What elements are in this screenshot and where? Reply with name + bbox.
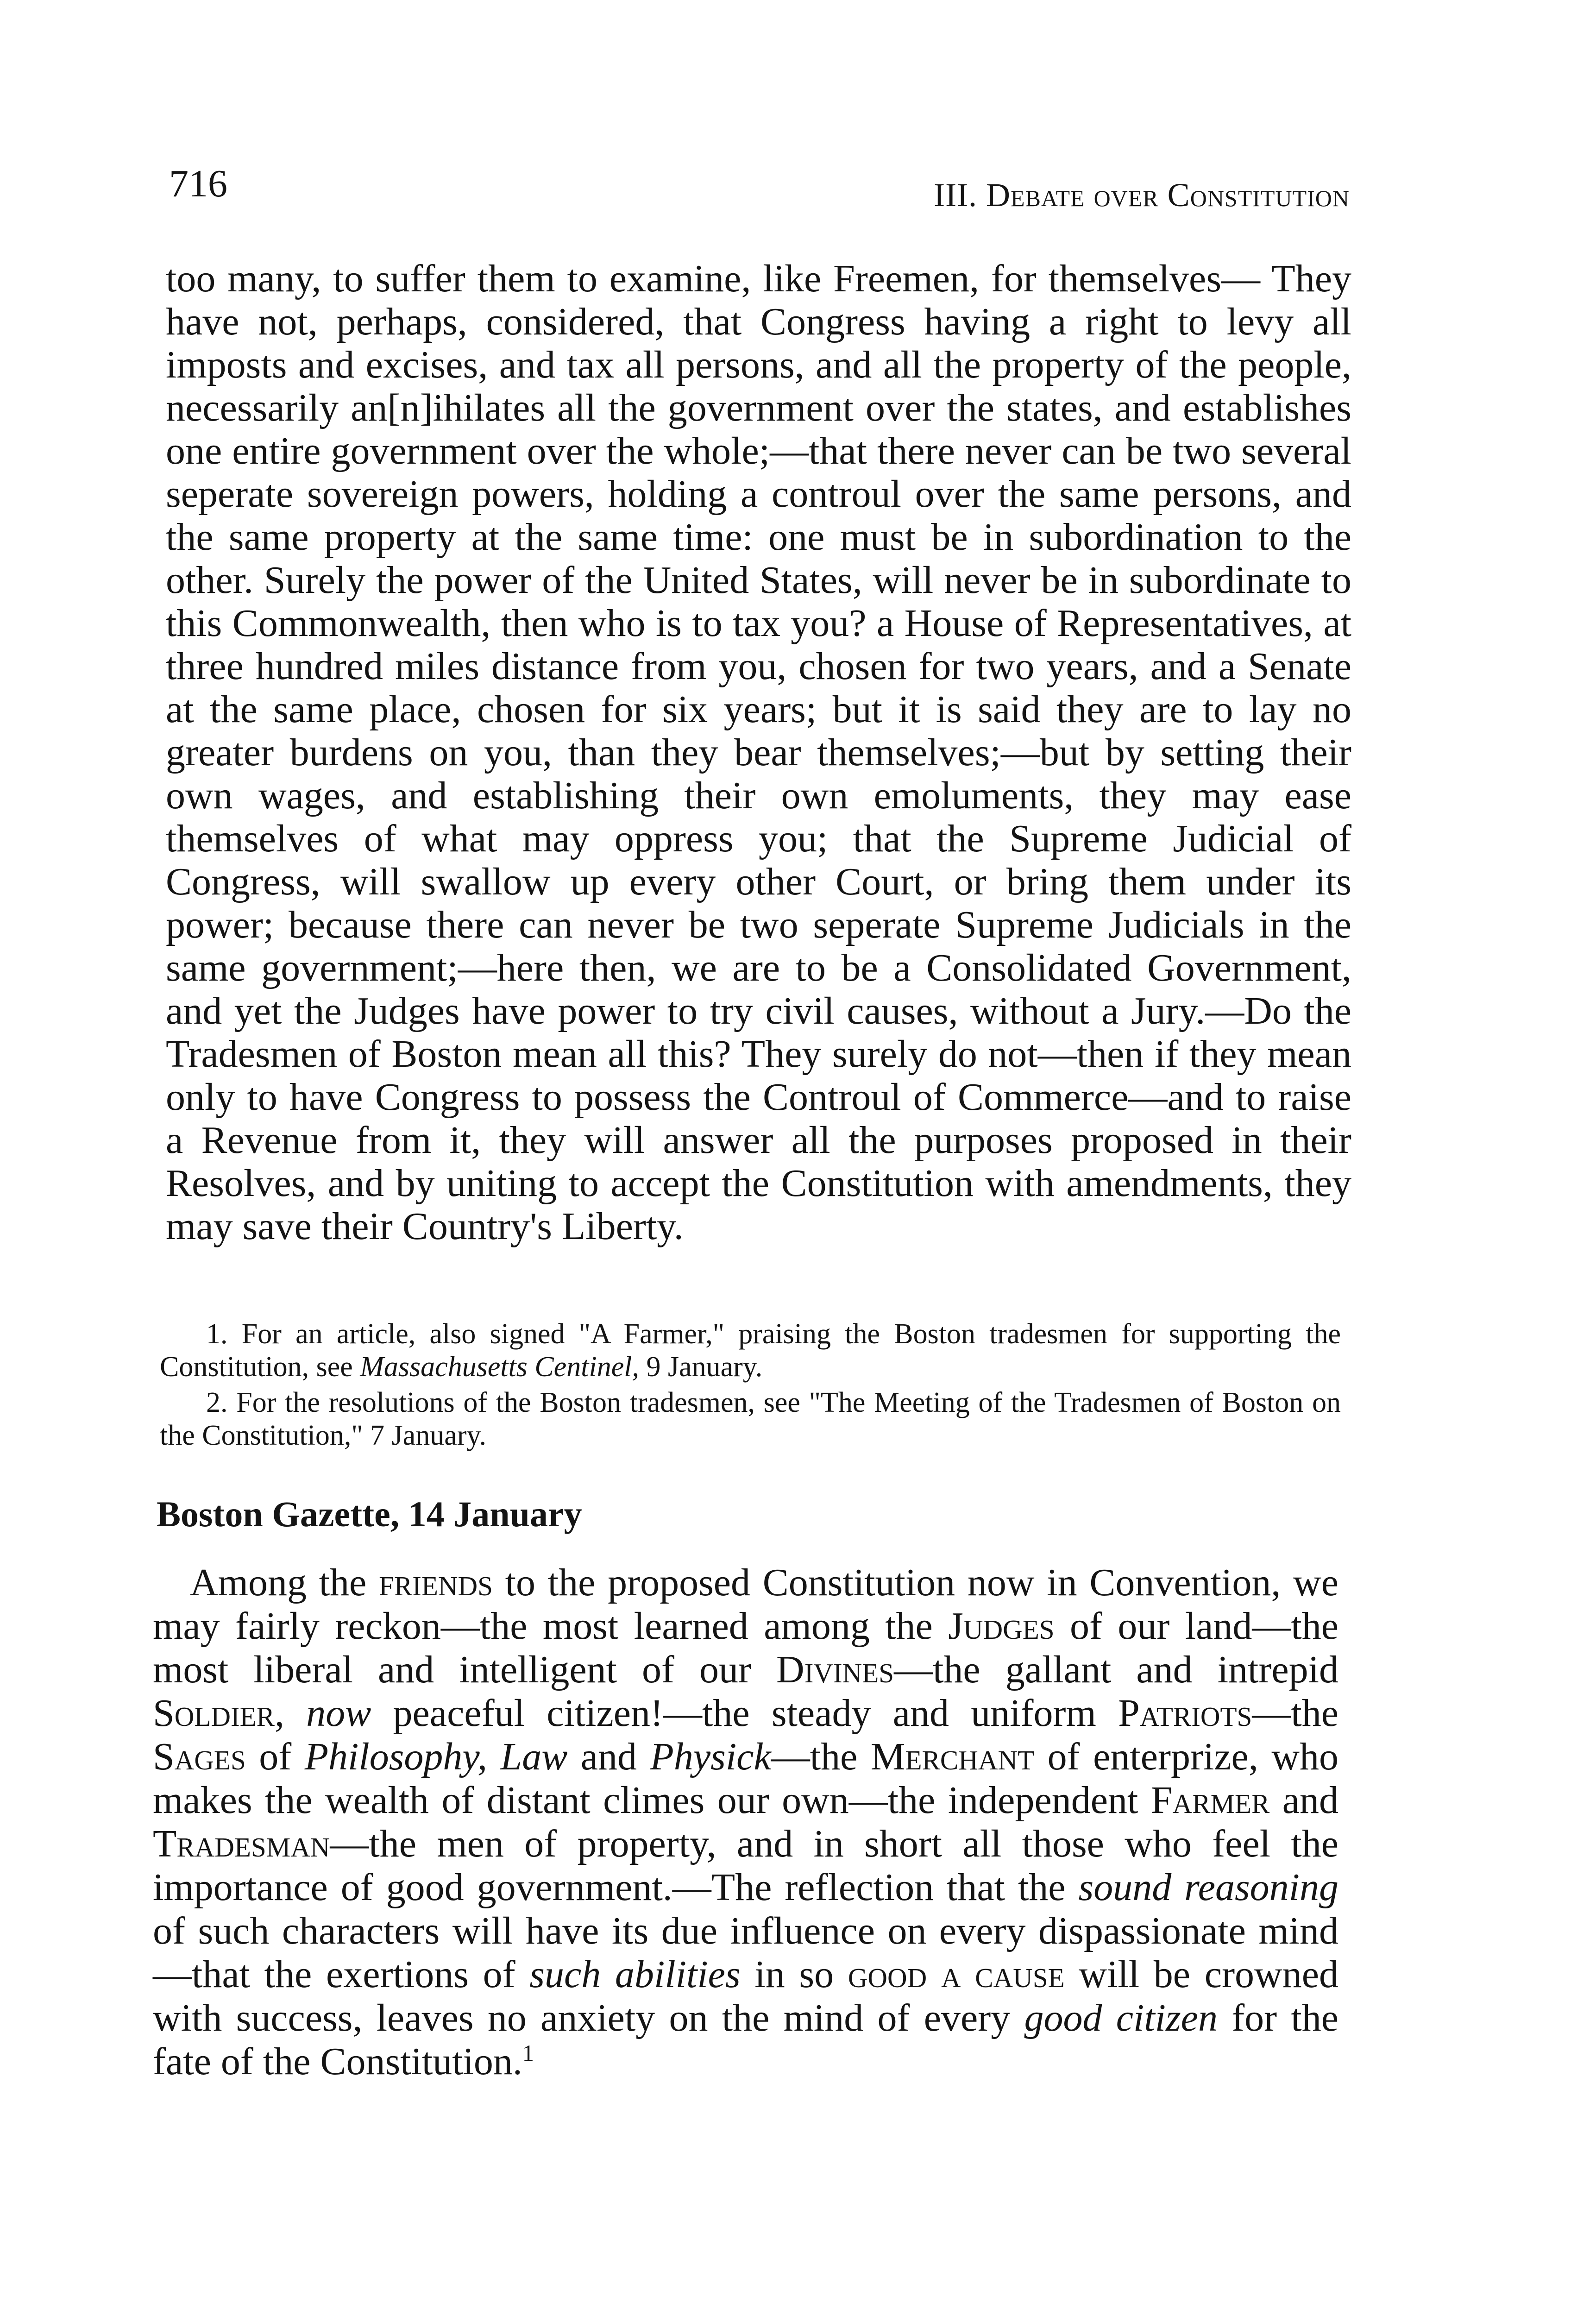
article-emphasis: Sages <box>153 1735 246 1778</box>
article-italic: Physick <box>650 1735 771 1778</box>
article-emphasis: Patriots <box>1118 1692 1252 1735</box>
footnote-1-date: 9 January. <box>639 1351 763 1383</box>
running-head: III. Debate over Constitution <box>934 176 1350 214</box>
article-emphasis: Merchant <box>870 1735 1035 1778</box>
article-text: of <box>245 1735 305 1778</box>
article-text: and <box>567 1735 650 1778</box>
article-text: of such characters will have its due influence on every dispassionate mind—that the exertions of <box>153 1909 1338 1996</box>
footnote-1-text: 1. For an article, also signed "A Farmer," praising the Boston tradesmen for supporting the Constitution, see <box>160 1318 1341 1383</box>
section-heading: Boston Gazette, 14 January <box>157 1494 582 1534</box>
article-text: —the gallant and intrepid <box>894 1648 1338 1691</box>
main-paragraph: too many, to suffer them to examine, like Freemen, for themselves— They have not, perhaps, considered, that Congress having a right to levy all imposts and excises, and tax all persons, and all the property of the people, necessarily an[n]ihilates all the government over the states, and establishes one entire government over the whole;—that there never can be two several seperate sovereign powers, holding a controul over the same persons, and the same property at the same time: one must be in subordination to the other. Surely the power of the United States, will never be in subordinate to this Commonwealth, then who is to tax you? a House of Representatives, at three hundred miles distance from you, chosen for two years, and a Senate at the same place, chosen for six years; but it is said they are to lay no greater burdens on you, than they bear themselves;—but by setting their own wages, and establishing their own emoluments, they may ease themselves of what may oppress you; that the Supreme Judicial of Congress, will swallow up every other Court, or bring them under its power; because there can never be two seperate Supreme Judicials in the same government;—here then, we are to be a Consolidated Government, and yet the Judges have power to try civil causes, without a Jury.—Do the Tradesmen of Boston mean all this? They surely do not—then if they mean only to have Congress to possess the Controul of Commerce—and to raise a Revenue from it, they will answer all the purposes proposed in their Resolves, and by uniting to accept the Constitution with amendments, they may save their Country's Liberty. <box>166 257 1351 1248</box>
article-text: —the men of property, and in short all those who feel the importance of good government.—The reflection that the <box>153 1822 1338 1909</box>
article-text: Among the <box>190 1561 379 1604</box>
article-emphasis: good a cause <box>848 1953 1065 1996</box>
footnote-reference: 1 <box>522 2040 534 2066</box>
article-text: of our land—the most liberal and intelligent of our <box>153 1605 1339 1691</box>
article-emphasis: friends <box>379 1561 493 1604</box>
article-text: in so <box>740 1953 848 1996</box>
article-text: peaceful citizen!—the steady and uniform <box>371 1692 1118 1735</box>
article-text: —the <box>771 1735 871 1778</box>
article-italic: sound reasoning <box>1078 1866 1338 1909</box>
article-text: and <box>1269 1779 1338 1822</box>
page-number: 716 <box>169 162 227 205</box>
article-emphasis: Divines <box>776 1648 894 1691</box>
article-text: to the proposed Constitution now in Convention, we may fairly reckon—the most learned among the <box>153 1561 1338 1648</box>
footnotes <box>160 1318 1341 1455</box>
article-italic: Philosophy, Law <box>304 1735 568 1778</box>
footnote-1-source: Massachusetts Centinel, <box>360 1351 639 1383</box>
article-emphasis: Farmer <box>1150 1779 1270 1822</box>
article-italic: good citizen <box>1024 1996 1218 2039</box>
article-italic: such abilities <box>529 1953 741 1996</box>
article-text: for the fate of the Constitution. <box>153 1996 1338 2083</box>
article-text: will be crowned with success, leaves no anxiety on the mind of every <box>153 1953 1338 2039</box>
main-text-block <box>166 257 1351 1248</box>
article-text: of enterprize, who makes the wealth of distant climes our own—the independent <box>153 1735 1338 1822</box>
article-emphasis: Soldier, <box>153 1692 285 1735</box>
article-emphasis: Tradesman <box>153 1822 330 1865</box>
article-emphasis: Judges <box>948 1605 1055 1648</box>
article-paragraph <box>153 1561 1338 2083</box>
article-italic: now <box>306 1692 371 1735</box>
footnote-2: 2. For the resolutions of the Boston tradesmen, see "The Meeting of the Tradesmen of Boston on the Constitution," 7 January. <box>160 1387 1341 1451</box>
article-text: —the <box>1252 1692 1338 1735</box>
footnote-1 <box>160 1318 1341 1384</box>
article-text <box>284 1692 306 1735</box>
